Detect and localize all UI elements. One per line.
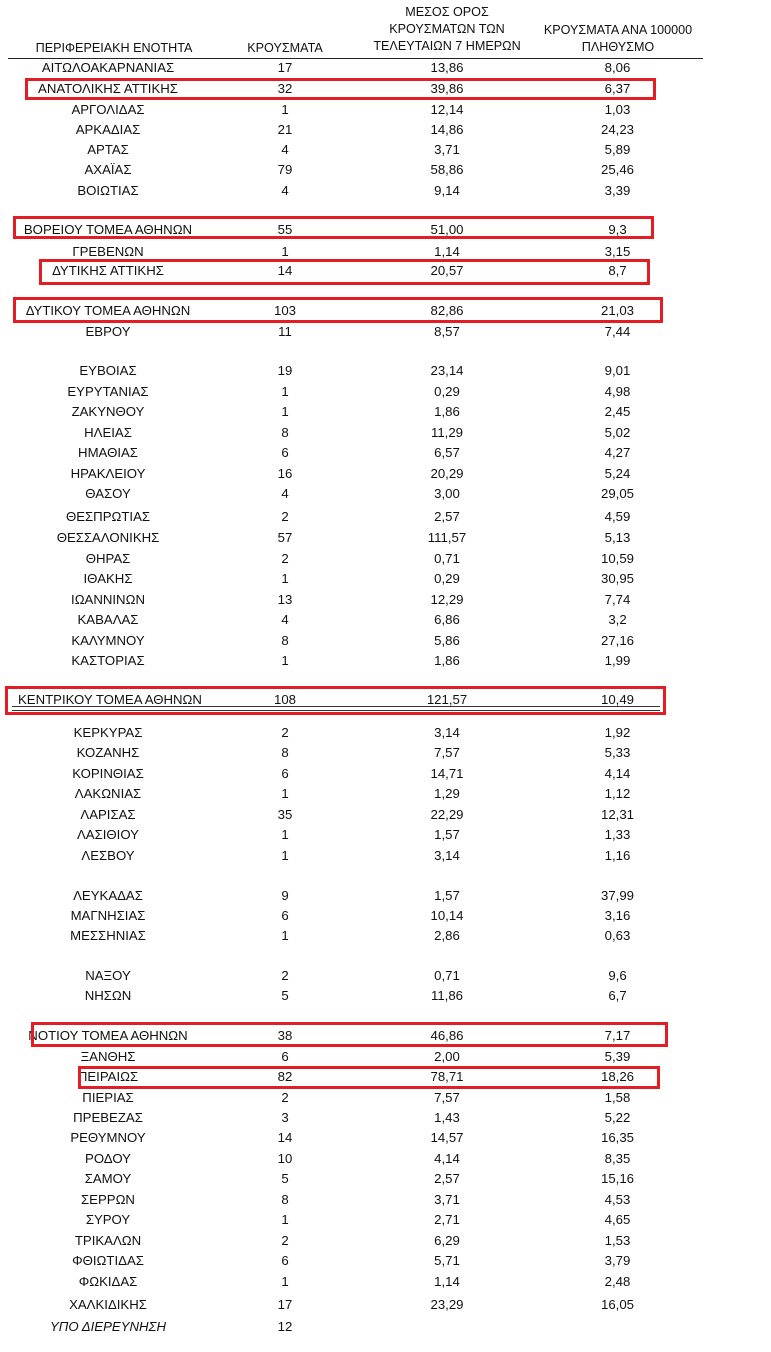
table-row [0,651,771,671]
cases-cell: 8 [281,745,289,760]
seven-day-average-cell: 2,71 [434,1212,460,1227]
seven-day-average-cell: 3,14 [434,725,460,740]
seven-day-average-cell: 3,00 [434,486,460,501]
per-100000-cell: 5,33 [604,745,631,760]
seven-day-average-cell: 12,29 [430,592,464,607]
table-row [0,507,771,527]
table-row [0,484,771,504]
region-name-cell: ΜΕΣΣΗΝΙΑΣ [70,928,146,943]
per-100000-cell: 25,46 [600,162,634,177]
region-name-cell: ΚΑΣΤΟΡΙΑΣ [71,653,145,668]
per-100000-cell: 4,53 [604,1192,631,1207]
per-100000-cell: 2,48 [604,1274,631,1289]
seven-day-average-cell: 14,86 [430,122,464,137]
cases-cell: 5 [281,988,289,1003]
cases-cell: 13 [277,592,293,607]
cases-cell: 11 [278,324,292,339]
region-name-cell: ΑΡΓΟΛΙΔΑΣ [71,102,145,117]
seven-day-average-cell: 5,86 [434,633,460,648]
seven-day-average-cell: 6,57 [434,445,460,460]
per-100000-cell: 1,16 [604,848,631,863]
per-100000-cell: 3,79 [604,1253,631,1268]
table-row [0,120,771,140]
table-row [0,906,771,926]
cases-cell: 1 [281,653,289,668]
per-100000-cell: 4,27 [604,445,631,460]
region-name-cell: ΔΥΤΙΚΟΥ ΤΟΜΕΑ ΑΘΗΝΩΝ [25,303,191,318]
cases-cell: 4 [281,612,289,627]
seven-day-average-cell: 1,86 [434,404,460,419]
region-name-cell: ΕΥΡΥΤΑΝΙΑΣ [67,384,149,399]
cases-cell: 6 [281,766,289,781]
table-row [0,723,771,743]
region-name-cell: ΧΑΛΚΙΔΙΚΗΣ [69,1297,147,1312]
header-region-label: ΠΕΡΙΦΕΡΕΙΑΚΗ ΕΝΟΤΗΤΑ [35,41,193,55]
per-100000-cell: 24,23 [600,122,634,137]
per-100000-cell: 0,63 [604,928,631,943]
seven-day-average-cell: 6,29 [434,1233,460,1248]
table-row [0,1088,771,1108]
cases-cell: 35 [277,807,293,822]
region-name-cell: ΣΑΜΟΥ [84,1171,132,1186]
region-name-cell: ΚΟΖΑΝΗΣ [76,745,140,760]
per-100000-cell: 16,05 [600,1297,634,1312]
region-name-cell: ΦΩΚΙΔΑΣ [78,1274,138,1289]
region-name-cell: ΦΘΙΩΤΙΔΑΣ [72,1253,144,1268]
per-100000-cell: 29,05 [600,486,634,501]
seven-day-average-cell: 2,57 [434,509,460,524]
region-name-cell: ΥΠΟ ΔΙΕΡΕΥΝΗΣΗ [50,1319,166,1334]
table-row [0,886,771,906]
header-average [362,4,532,55]
region-name-cell: ΠΙΕΡΙΑΣ [82,1090,134,1105]
region-name-cell: ΘΗΡΑΣ [85,551,131,566]
region-name-cell: ΘΑΣΟΥ [85,486,131,501]
per-100000-cell: 1,03 [604,102,631,117]
region-name-cell: ΛΕΣΒΟΥ [81,848,135,863]
per-100000-cell: 3,2 [608,612,627,627]
table-row [0,382,771,402]
region-name-cell: ΓΡΕΒΕΝΩΝ [72,244,144,259]
region-name-cell: ΗΛΕΙΑΣ [84,425,132,440]
per-100000-cell: 5,02 [604,425,631,440]
cases-cell: 55 [277,222,293,237]
table-row [0,1295,771,1315]
seven-day-average-cell: 4,14 [434,1151,460,1166]
seven-day-average-cell: 1,29 [434,786,460,801]
seven-day-average-cell: 1,86 [434,653,460,668]
per-100000-cell: 9,01 [604,363,631,378]
per-100000-cell: 6,37 [604,81,631,96]
table-row [0,764,771,784]
seven-day-average-cell: 7,57 [434,1090,460,1105]
region-name-cell: ΛΕΥΚΑΔΑΣ [73,888,143,903]
seven-day-average-cell: 20,29 [430,466,464,481]
per-100000-cell: 10,59 [600,551,634,566]
header-average-line3: ΤΕΛΕΥΤΑΙΩΝ 7 ΗΜΕΡΩΝ [373,39,521,53]
seven-day-average-cell: 111,57 [427,530,467,545]
region-name-cell: ΠΡΕΒΕΖΑΣ [73,1110,143,1125]
region-name-cell: ΑΡΤΑΣ [87,142,129,157]
table-row [0,181,771,201]
seven-day-average-cell: 12,14 [430,102,464,117]
region-name-cell: ΒΟΙΩΤΙΑΣ [77,183,139,198]
cases-cell: 38 [277,1028,293,1043]
seven-day-average-cell: 11,86 [430,988,464,1003]
seven-day-average-cell: 121,57 [426,692,468,707]
seven-day-average-cell: 14,71 [430,766,464,781]
table-row [0,966,771,986]
header-cases [230,40,340,57]
seven-day-average-cell: 20,57 [430,263,464,278]
seven-day-average-cell: 22,29 [430,807,464,822]
region-name-cell: ΑΡΚΑΔΙΑΣ [75,122,141,137]
region-name-cell: ΡΕΘΥΜΝΟΥ [70,1130,146,1145]
per-100000-cell: 5,39 [604,1049,631,1064]
cases-cell: 1 [281,384,289,399]
table-row [0,100,771,120]
cases-cell: 6 [281,908,289,923]
table-row [0,846,771,866]
cases-cell: 5 [281,1171,289,1186]
cases-cell: 17 [277,60,293,75]
seven-day-average-cell: 23,14 [430,363,464,378]
cases-cell: 12 [277,1319,293,1334]
cases-cell: 9 [281,888,289,903]
cases-cell: 1 [281,244,289,259]
region-name-cell: ΗΜΑΘΙΑΣ [78,445,138,460]
seven-day-average-cell: 0,29 [434,384,460,399]
seven-day-average-cell: 51,00 [430,222,464,237]
header-cases-label: ΚΡΟΥΣΜΑΤΑ [247,41,323,55]
cases-cell: 6 [281,1049,289,1064]
table-row [0,590,771,610]
cases-cell: 6 [281,445,289,460]
highlight-box [78,1066,660,1089]
cases-cell: 21 [277,122,293,137]
table-row [0,743,771,763]
seven-day-average-cell: 1,57 [434,827,460,842]
per-100000-cell: 8,35 [604,1151,631,1166]
cases-cell: 1 [281,1212,289,1227]
seven-day-average-cell: 23,29 [430,1297,464,1312]
per-100000-cell: 2,45 [604,404,631,419]
region-name-cell: ΤΡΙΚΑΛΩΝ [74,1233,142,1248]
cases-cell: 17 [277,1297,293,1312]
table-row [0,1317,771,1337]
seven-day-average-cell: 0,71 [434,968,460,983]
seven-day-average-cell: 1,43 [434,1110,460,1125]
region-name-cell: ΝΟΤΙΟΥ ΤΟΜΕΑ ΑΘΗΝΩΝ [28,1028,188,1043]
cases-cell: 108 [273,692,296,707]
seven-day-average-cell: 3,71 [434,142,460,157]
table-row [0,1047,771,1067]
region-name-cell: ΕΒΡΟΥ [85,324,131,339]
cases-cell: 1 [281,102,289,117]
table-row [0,1231,771,1251]
cases-cell: 4 [281,183,289,198]
seven-day-average-cell: 3,71 [434,1192,460,1207]
per-100000-cell: 9,3 [608,222,627,237]
region-name-cell: ΝΑΞΟΥ [85,968,131,983]
highlight-box [13,216,654,239]
per-100000-cell: 1,99 [604,653,631,668]
table-row [0,784,771,804]
cases-cell: 4 [281,142,289,157]
cases-cell: 6 [281,1253,289,1268]
region-name-cell: ΑΙΤΩΛΟΑΚΑΡΝΑΝΙΑΣ [41,60,175,75]
per-100000-cell: 4,59 [604,509,631,524]
seven-day-average-cell: 13,86 [430,60,464,75]
seven-day-average-cell: 3,14 [434,848,460,863]
table-row [0,610,771,630]
region-name-cell: ΚΕΡΚΥΡΑΣ [73,725,143,740]
cases-cell: 79 [277,162,293,177]
header-average-line2: ΚΡΟΥΣΜΑΤΩΝ ΤΩΝ [389,22,505,36]
table-row [0,986,771,1006]
per-100000-cell: 4,14 [604,766,631,781]
per-100000-cell: 1,12 [604,786,631,801]
region-name-cell: ΛΑΣΙΘΙΟΥ [77,827,139,842]
per-100000-cell: 7,44 [604,324,631,339]
cases-cell: 1 [281,928,289,943]
region-name-cell: ΑΧΑΪΑΣ [84,162,132,177]
cases-cell: 16 [277,466,293,481]
header-per-100000 [530,22,706,56]
region-name-cell: ΡΟΔΟΥ [85,1151,131,1166]
seven-day-average-cell: 1,57 [434,888,460,903]
per-100000-cell: 16,35 [600,1130,634,1145]
cases-cell: 1 [281,571,289,586]
per-100000-cell: 7,74 [604,592,631,607]
highlight-box [39,259,650,285]
table-row [0,443,771,463]
table-row [0,1190,771,1210]
table-row [0,322,771,342]
table-row [0,1169,771,1189]
table-row [0,549,771,569]
per-100000-cell: 1,53 [604,1233,631,1248]
cases-cell: 57 [277,530,293,545]
cases-cell: 2 [281,725,289,740]
highlight-box [13,297,663,323]
cases-cell: 3 [281,1110,289,1125]
per-100000-cell: 6,7 [608,988,627,1003]
cases-cell: 14 [277,1130,293,1145]
seven-day-average-cell: 7,57 [434,745,460,760]
highlight-box [31,1022,668,1047]
cases-cell: 8 [281,1192,289,1207]
per-100000-cell: 4,65 [604,1212,631,1227]
seven-day-average-cell: 10,14 [430,908,464,923]
cases-cell: 103 [273,303,296,318]
per-100000-cell: 21,03 [600,303,634,318]
region-name-cell: ΜΑΓΝΗΣΙΑΣ [70,908,146,923]
cases-cell: 14 [277,263,293,278]
table-row [0,402,771,422]
cases-cell: 2 [281,1090,289,1105]
header-per-line2: ΠΛΗΘΥΣΜΟ [581,40,655,54]
per-100000-cell: 5,22 [604,1110,631,1125]
cases-cell: 2 [281,1233,289,1248]
region-name-cell: ΣΕΡΡΩΝ [81,1192,135,1207]
per-100000-cell: 9,6 [608,968,627,983]
per-100000-cell: 5,89 [604,142,631,157]
cases-cell: 2 [281,551,289,566]
per-100000-cell: 10,49 [600,692,634,707]
table-row [0,140,771,160]
table-row [0,1108,771,1128]
cases-cell: 4 [281,486,289,501]
region-name-cell: ΣΥΡΟΥ [85,1212,131,1227]
table-row [0,160,771,180]
region-name-cell: ΖΑΚΥΝΘΟΥ [71,404,145,419]
per-100000-cell: 4,98 [604,384,631,399]
table-row [0,1251,771,1271]
region-name-cell: ΚΕΝΤΡΙΚΟΥ ΤΟΜΕΑ ΑΘΗΝΩΝ [18,692,202,707]
per-100000-cell: 7,17 [604,1028,631,1043]
per-100000-cell: 27,16 [600,633,634,648]
table-row [0,1272,771,1292]
highlight-box [25,78,656,100]
per-100000-cell: 1,58 [604,1090,631,1105]
per-100000-cell: 3,15 [604,244,631,259]
region-name-cell: ΛΑΚΩΝΙΑΣ [74,786,142,801]
region-name-cell: ΒΟΡΕΙΟΥ ΤΟΜΕΑ ΑΘΗΝΩΝ [23,222,193,237]
seven-day-average-cell: 0,29 [434,571,460,586]
table-row [0,58,771,78]
header-average-line1: ΜΕΣΟΣ ΟΡΟΣ [405,5,489,19]
cases-cell: 2 [281,509,289,524]
region-name-cell: ΘΕΣΠΡΩΤΙΑΣ [65,509,151,524]
table-row [0,825,771,845]
cases-cell: 8 [281,633,289,648]
per-100000-cell: 8,7 [608,263,627,278]
region-name-cell: ΔΥΤΙΚΗΣ ΑΤΤΙΚΗΣ [52,263,164,278]
highlight-box [5,686,666,715]
per-100000-cell: 18,26 [600,1069,634,1084]
seven-day-average-cell: 5,71 [434,1253,460,1268]
table-row [0,569,771,589]
cases-cell: 82 [277,1069,293,1084]
seven-day-average-cell: 1,14 [434,1274,460,1289]
header-region [14,40,214,57]
table-row [0,1210,771,1230]
cases-cell: 8 [281,425,289,440]
table-row [0,1149,771,1169]
cases-cell: 1 [281,827,289,842]
seven-day-average-cell: 6,86 [434,612,460,627]
cases-cell: 1 [281,848,289,863]
region-name-cell: ΕΥΒΟΙΑΣ [79,363,137,378]
seven-day-average-cell: 8,57 [434,324,460,339]
cases-cell: 19 [277,363,293,378]
cases-cell: 10 [277,1151,293,1166]
per-100000-cell: 1,92 [604,725,631,740]
per-100000-cell: 37,99 [600,888,634,903]
region-name-cell: ΛΑΡΙΣΑΣ [80,807,136,822]
table-row [0,423,771,443]
region-name-cell: ΠΕΙΡΑΙΩΣ [77,1069,139,1084]
cases-cell: 32 [277,81,293,96]
cases-cell: 2 [281,968,289,983]
per-100000-cell: 5,24 [604,466,631,481]
cases-cell: 1 [281,1274,289,1289]
table-row [0,926,771,946]
table-row [0,805,771,825]
per-100000-cell: 8,06 [604,60,631,75]
seven-day-average-cell: 11,29 [430,425,464,440]
seven-day-average-cell: 9,14 [434,183,460,198]
seven-day-average-cell: 2,57 [434,1171,460,1186]
per-100000-cell: 3,16 [604,908,631,923]
table-row [0,1128,771,1148]
region-name-cell: ΙΘΑΚΗΣ [83,571,133,586]
seven-day-average-cell: 2,86 [434,928,460,943]
region-name-cell: ΑΝΑΤΟΛΙΚΗΣ ΑΤΤΙΚΗΣ [38,81,178,96]
seven-day-average-cell: 0,71 [434,551,460,566]
seven-day-average-cell: 58,86 [430,162,464,177]
seven-day-average-cell: 39,86 [430,81,464,96]
region-name-cell: ΞΑΝΘΗΣ [80,1049,136,1064]
region-name-cell: ΘΕΣΣΑΛΟΝΙΚΗΣ [56,530,160,545]
region-name-cell: ΙΩΑΝΝΙΝΩΝ [71,592,145,607]
seven-day-average-cell: 14,57 [430,1130,464,1145]
region-name-cell: ΝΗΣΩΝ [84,988,132,1003]
table-row [0,631,771,651]
seven-day-average-cell: 78,71 [430,1069,464,1084]
per-100000-cell: 15,16 [600,1171,634,1186]
table-row [0,464,771,484]
region-name-cell: ΚΑΛΥΜΝΟΥ [71,633,145,648]
seven-day-average-cell: 2,00 [434,1049,460,1064]
per-100000-cell: 3,39 [604,183,631,198]
per-100000-cell: 12,31 [600,807,634,822]
seven-day-average-cell: 82,86 [430,303,464,318]
seven-day-average-cell: 1,14 [434,244,460,259]
region-name-cell: ΚΑΒΑΛΑΣ [77,612,139,627]
header-per-line1: ΚΡΟΥΣΜΑΤΑ ΑΝΑ 100000 [543,23,693,37]
per-100000-cell: 5,13 [604,530,631,545]
cases-cell: 1 [281,786,289,801]
cases-cell: 1 [281,404,289,419]
region-name-cell: ΗΡΑΚΛΕΙΟΥ [70,466,146,481]
region-name-cell: ΚΟΡΙΝΘΙΑΣ [72,766,144,781]
table-row [0,528,771,548]
table-row [0,361,771,381]
per-100000-cell: 1,33 [604,827,631,842]
seven-day-average-cell: 46,86 [430,1028,464,1043]
per-100000-cell: 30,95 [600,571,634,586]
